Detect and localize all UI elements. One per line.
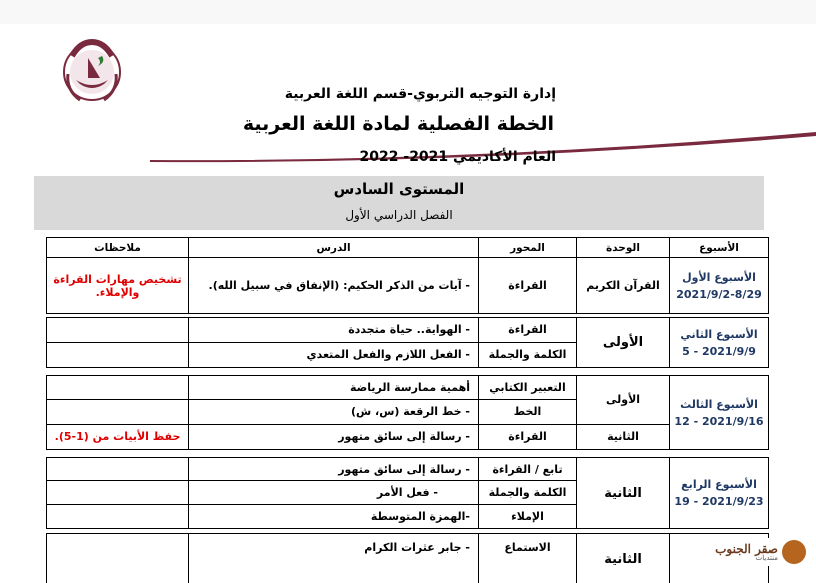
- axis-stack: [478, 376, 576, 449]
- week-dates: 2021/9/2-8/29: [676, 287, 762, 301]
- axis-cell: تابع / القراءة: [479, 458, 576, 481]
- ministry-logo: [36, 28, 148, 108]
- watermark-avatar-icon: [782, 540, 806, 564]
- lesson-stack: [188, 318, 478, 367]
- notes-cell: [47, 481, 188, 504]
- lesson-cell: -الهمزة المتوسطة: [370, 509, 470, 523]
- notes-cell: [47, 505, 188, 528]
- plan-table-week-1: [46, 237, 769, 314]
- axis-cell: الاستماع: [504, 540, 551, 554]
- unit-cell: الثانية: [607, 430, 639, 444]
- notes-stack: [47, 534, 188, 583]
- lesson-cell: - الهواية.. حياة متجددة: [189, 318, 478, 343]
- header-unit: الوحدة: [576, 238, 669, 258]
- unit-stack: [576, 376, 669, 449]
- table-row: [47, 458, 768, 528]
- level-title: المستوى السادس: [333, 180, 465, 198]
- table-row: [47, 258, 768, 313]
- term-title: الفصل الدراسي الأول: [345, 208, 453, 222]
- lesson-cell: - جابر عثرات الكرام: [364, 540, 470, 554]
- lesson-cell: - آيات من الذكر الحكيم: (الإنفاق في سبيل الله).: [188, 258, 478, 313]
- header-week: الأسبوع: [669, 238, 768, 258]
- qatar-emblem-icon: [36, 28, 148, 108]
- axis-cell: الكلمة والجملة: [488, 348, 567, 362]
- axis-cell: القراءة: [508, 430, 547, 444]
- notes-cell: [47, 400, 188, 424]
- lesson-cell: - خط الرقعة (س، ش): [189, 400, 478, 424]
- unit-cell: القرآن الكريم: [576, 258, 669, 313]
- plan-table-week-3: [46, 375, 769, 450]
- plan-table-week-5: [46, 533, 769, 583]
- lesson-cell: - فعل الأمر: [189, 481, 478, 504]
- table-row: [47, 534, 768, 583]
- header-notes: ملاحظات: [47, 238, 188, 258]
- axis-stack: [478, 318, 576, 367]
- academic-year: العام الأكاديمي 2021- 2022: [359, 149, 556, 165]
- week-dates: 2021/9/23 - 19: [674, 495, 764, 508]
- notes-cell: [47, 376, 188, 400]
- week-cell: [669, 376, 768, 449]
- lesson-cell: أهمية ممارسة الرياضة: [189, 376, 478, 400]
- notes-cell: [47, 534, 188, 560]
- unit-cell: الأولى: [576, 318, 669, 367]
- unit-cell: الثانية: [576, 458, 669, 528]
- document-title: الخطة الفصلية لمادة اللغة العربية: [242, 113, 554, 135]
- unit-cell: الثانية: [576, 534, 669, 583]
- table-row: [47, 376, 768, 449]
- lesson-stack: [188, 458, 478, 528]
- header-axis: المحور: [478, 238, 576, 258]
- top-bar: [0, 0, 816, 24]
- notes-cell: [47, 318, 188, 343]
- department-line: إدارة التوجيه التربوي-قسم اللغة العربية: [284, 86, 556, 102]
- notes-stack: [47, 376, 188, 449]
- week-name: الأسبوع الثاني: [680, 327, 758, 341]
- axis-cell: القراءة: [478, 258, 576, 313]
- axis-cell: التعبير الكتابي: [479, 376, 576, 400]
- watermark-sub: منتديات: [755, 553, 778, 562]
- week-cell: [669, 318, 768, 367]
- week-name: الأسبوع الرابع: [681, 478, 757, 491]
- axis-stack: [478, 458, 576, 528]
- lesson-stack: [188, 376, 478, 449]
- axis-cell: القراءة: [479, 318, 576, 343]
- lesson-cell: - الفعل اللازم والفعل المتعدي: [306, 348, 470, 362]
- plan-table-week-4: [46, 457, 769, 529]
- header-lesson: الدرس: [188, 238, 478, 258]
- axis-cell: الإملاء: [511, 509, 544, 523]
- table-header: [47, 238, 768, 258]
- lesson-cell: - رسالة إلى سائق متهور: [189, 458, 478, 481]
- axis-cell: الخط: [479, 400, 576, 424]
- unit-cell: الأولى: [577, 376, 669, 425]
- forum-watermark: [688, 538, 806, 566]
- notes-cell: تشخيص مهارات القراءة والإملاء.: [53, 272, 182, 299]
- notes-cell: [47, 343, 188, 368]
- week-dates: 2021/9/16 - 12: [674, 414, 764, 428]
- plan-table-week-2: [46, 317, 769, 368]
- week-cell: [669, 458, 768, 528]
- week-dates: 2021/9/9 - 5: [682, 344, 756, 358]
- notes-cell: حفظ الأبيات من (1-5).: [54, 430, 181, 444]
- week-cell: [669, 258, 768, 313]
- axis-stack: [478, 534, 576, 583]
- notes-stack: [47, 458, 188, 528]
- watermark-name: صقر الجنوب: [715, 541, 778, 556]
- notes-stack: [47, 318, 188, 367]
- notes-cell: [47, 458, 188, 481]
- lesson-stack: [188, 534, 478, 583]
- week-name: الأسبوع الأول: [682, 270, 756, 284]
- lesson-cell: - رسالة إلى سائق متهور: [338, 430, 470, 444]
- axis-cell: الكلمة والجملة: [479, 481, 576, 504]
- level-band: [34, 176, 764, 230]
- week-name: الأسبوع الثالث: [680, 397, 758, 411]
- table-row: [47, 318, 768, 367]
